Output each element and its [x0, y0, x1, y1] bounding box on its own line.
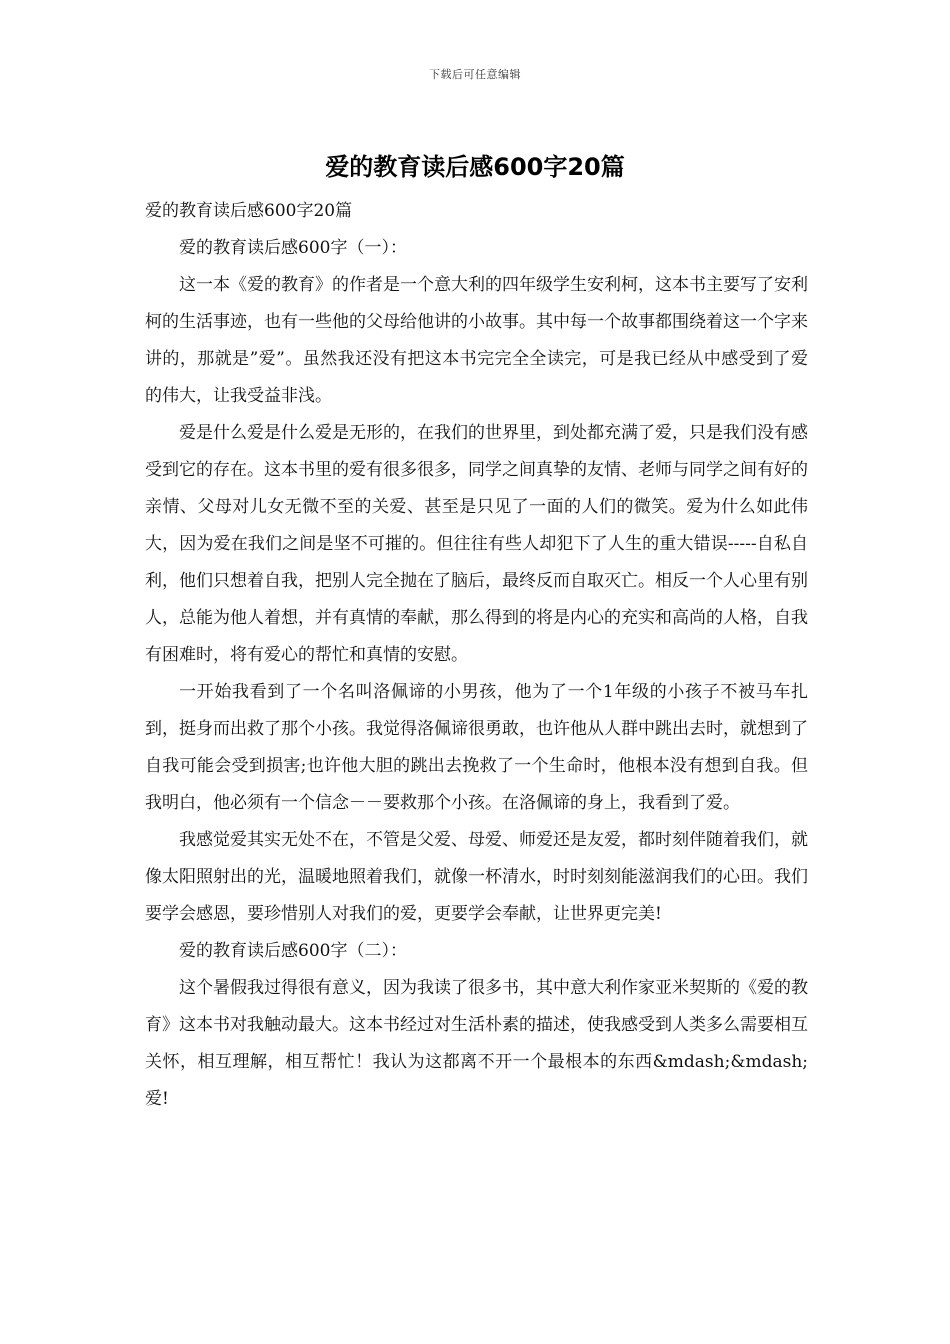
document-body — [145, 193, 808, 1118]
document-subtitle: 爱的教育读后感600字20篇 — [145, 201, 353, 221]
section-heading-2: 爱的教育读后感600字（二）： — [179, 941, 407, 961]
body-paragraph: 一开始我看到了一个名叫洛佩谛的小男孩，他为了一个1年级的小孩子不被马车扎到，挺身而出救了那个小孩。我觉得洛佩谛很勇敢，也许他从人群中跳出去时，就想到了自我可能会受到损害;也许他大胆的跳出去挽救了一个生命时，他根本没有想到自我。但我明白，他必须有一个信念－－要救那个小孩。在洛佩谛的身上，我看到了爱。 — [145, 682, 808, 813]
body-paragraph: 这一本《爱的教育》的作者是一个意大利的四年级学生安利柯，这本书主要写了安利柯的生活事迹，也有一些他的父母给他讲的小故事。其中每一个故事都围绕着这一个字来讲的，那就是”爱”。虽然我还没有把这本书完完全全读完，可是我已经从中感受到了爱的伟大，让我受益非浅。 — [145, 275, 808, 406]
body-paragraph: 爱是什么爱是什么爱是无形的，在我们的世界里，到处都充满了爱，只是我们没有感受到它的存在。这本书里的爱有很多很多，同学之间真挚的友情、老师与同学之间有好的亲情、父母对儿女无微不至的关爱、甚至是只见了一面的人们的微笑。爱为什么如此伟大，因为爱在我们之间是坚不可摧的。但往往有些人却犯下了人生的重大错误-----自私自利，他们只想着自我，把别人完全抛在了脑后，最终反而自取灭亡。相反一个人心里有别人，总能为他人着想，并有真情的奉献，那么得到的将是内心的充实和高尚的人格，自我有困难时，将有爱心的帮忙和真情的安慰。 — [145, 423, 808, 665]
header-note: 下载后可任意编辑 — [429, 68, 521, 81]
body-paragraph: 这个暑假我过得很有意义，因为我读了很多书，其中意大利作家亚米契斯的《爱的教育》这本书对我触动最大。这本书经过对生活朴素的描述，使我感受到人类多么需要相互关怀，相互理解，相互帮忙！我认为这都离不开一个最根本的东西&mdash;&mdash;爱! — [145, 978, 808, 1109]
document-title: 爱的教育读后感600字20篇 — [325, 153, 625, 181]
body-paragraph: 我感觉爱其实无处不在，不管是父爱、母爱、师爱还是友爱，都时刻伴随着我们，就像太阳照射出的光，温暖地照着我们，就像一杯清水，时时刻刻能滋润我们的心田。我们要学会感恩，要珍惜别人对我们的爱，更要学会奉献，让世界更完美! — [145, 830, 808, 924]
section-heading-1: 爱的教育读后感600字（一）： — [179, 238, 407, 258]
